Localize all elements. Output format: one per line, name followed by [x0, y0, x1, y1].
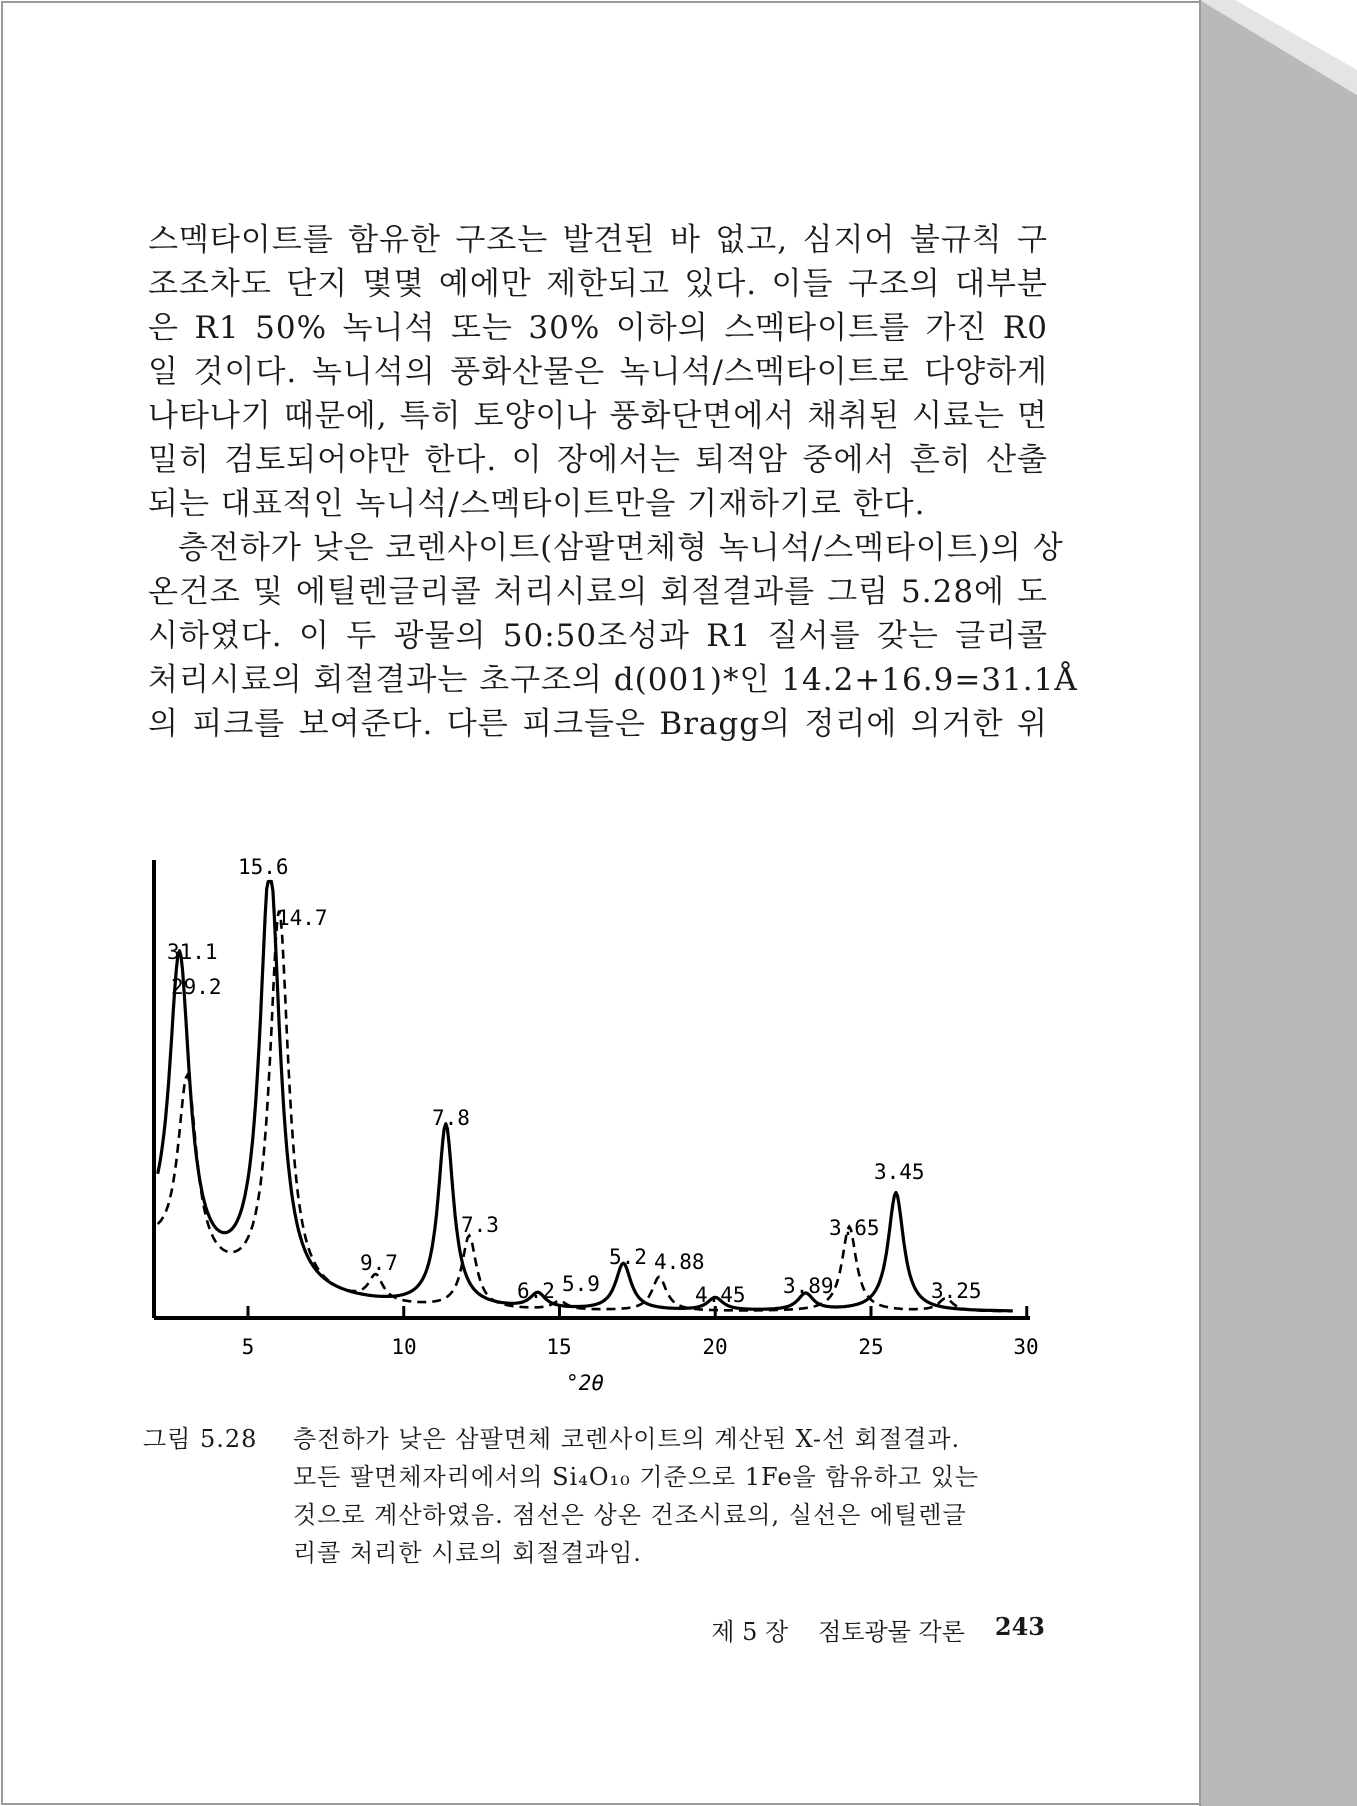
- body-line: 밀히 검토되어야만 한다. 이 장에서는 퇴적암 중에서 흔히 산출: [148, 442, 1048, 478]
- peak-label-15.6: 15.6: [238, 855, 289, 879]
- peak-label-3.45: 3.45: [874, 1160, 925, 1184]
- body-line: 층전하가 낮은 코렌사이트(삼팔면체형 녹니석/스멕타이트)의 상: [178, 530, 1064, 566]
- peak-label-31.1: 31.1: [167, 940, 218, 964]
- tick-label-5: 5: [241, 1335, 255, 1359]
- xrd-figure: [120, 850, 1070, 1400]
- body-text: [148, 218, 1078, 746]
- peak-label-5.2: 5.2: [609, 1245, 647, 1269]
- page-number: 243: [994, 1612, 1045, 1641]
- tick-label-15: 15: [546, 1335, 572, 1359]
- peak-label-3.89: 3.89: [783, 1274, 834, 1298]
- page-footer: [700, 1612, 1045, 1647]
- xrd-chart: [120, 850, 1070, 1400]
- tick-label-20: 20: [702, 1335, 728, 1359]
- peak-label-9.7: 9.7: [360, 1251, 398, 1275]
- chapter-label: 제 5 장: [711, 1618, 789, 1646]
- caption-line: 리콜 처리한 시료의 회절결과임.: [293, 1539, 642, 1567]
- peak-label-29.2: 29.2: [171, 975, 222, 999]
- body-line: 나타나기 때문에, 특히 토양이나 풍화단면에서 채취된 시료는 면: [148, 398, 1048, 434]
- tick-label-25: 25: [858, 1335, 884, 1359]
- body-line: 온건조 및 에틸렌글리콜 처리시료의 회절결과를 그림 5.28에 도: [148, 574, 1048, 610]
- peak-label-5.9: 5.9: [562, 1272, 600, 1296]
- body-line: 일 것이다. 녹니석의 풍화산물은 녹니석/스멕타이트로 다양하게: [148, 354, 1048, 390]
- x-axis-label: °2θ: [566, 1371, 604, 1395]
- peak-label-3.65: 3.65: [829, 1216, 880, 1240]
- caption-label: 그림 5.28: [143, 1425, 258, 1453]
- body-line: 의 피크를 보여준다. 다른 피크들은 Bragg의 정리에 의거한 위: [148, 706, 1048, 742]
- caption-line: 층전하가 낮은 삼팔면체 코렌사이트의 계산된 X-선 회절결과.: [293, 1425, 961, 1453]
- peak-label-14.7: 14.7: [277, 906, 328, 930]
- dashed-trace: [158, 911, 1013, 1312]
- body-line: 스멕타이트를 함유한 구조는 발견된 바 없고, 심지어 불규칙 구: [148, 222, 1048, 258]
- peak-label-4.88: 4.88: [654, 1250, 705, 1274]
- body-line: 처리시료의 회절결과는 초구조의 d(001)*인 14.2+16.9=31.1Å: [148, 662, 1078, 698]
- peak-label-7.3: 7.3: [461, 1213, 499, 1237]
- tick-label-10: 10: [391, 1335, 417, 1359]
- section-title: 점토광물 각론: [818, 1618, 965, 1646]
- tick-label-30: 30: [1013, 1335, 1039, 1359]
- caption-text: [293, 1420, 1053, 1572]
- caption-line: 모든 팔면체자리에서의 Si₄O₁₀ 기준으로 1Fe을 함유하고 있는: [293, 1463, 980, 1491]
- peak-label-7.8: 7.8: [432, 1106, 470, 1130]
- body-line: 조조차도 단지 몇몇 예에만 제한되고 있다. 이들 구조의 대부분: [148, 266, 1048, 302]
- solid-trace: [158, 882, 1013, 1311]
- peak-label-4.45: 4.45: [695, 1283, 746, 1307]
- peak-label-6.2: 6.2: [517, 1279, 555, 1303]
- body-line: 되는 대표적인 녹니석/스멕타이트만을 기재하기로 한다.: [148, 486, 926, 522]
- body-line: 시하였다. 이 두 광물의 50:50조성과 R1 질서를 갖는 글리콜: [148, 618, 1048, 654]
- peak-label-3.25: 3.25: [931, 1279, 982, 1303]
- body-line: 은 R1 50% 녹니석 또는 30% 이하의 스멕타이트를 가진 R0: [148, 310, 1048, 346]
- caption-line: 것으로 계산하였음. 점선은 상온 건조시료의, 실선은 에틸렌글: [293, 1501, 967, 1529]
